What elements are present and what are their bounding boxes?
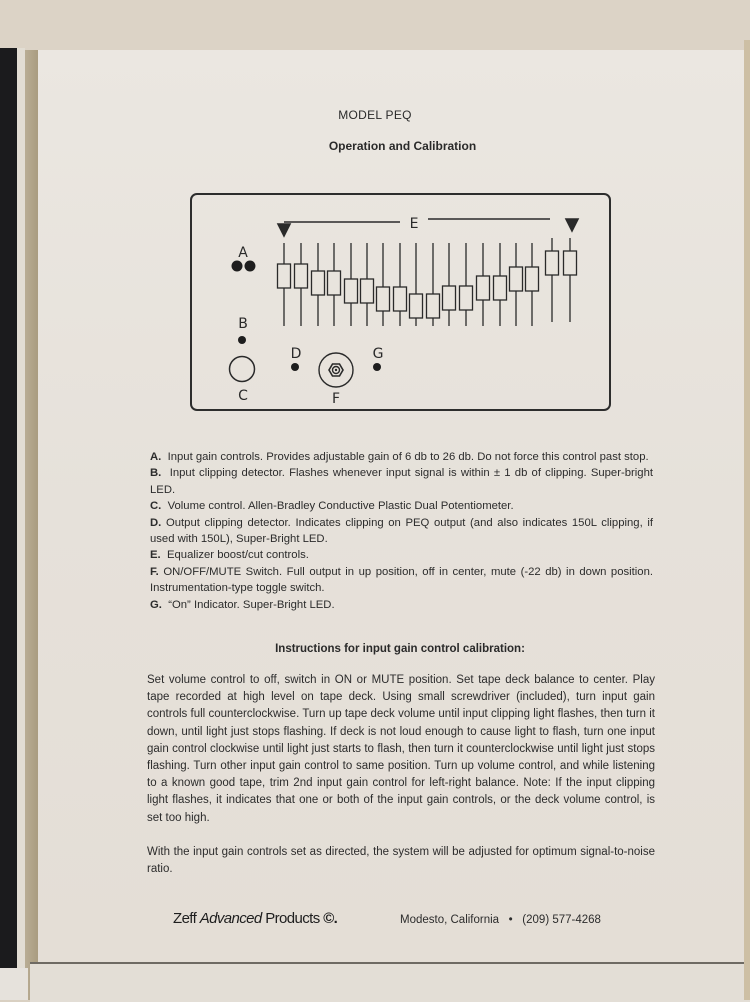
equalizer-slider — [361, 243, 374, 326]
equalizer-slider — [377, 243, 390, 326]
label-g: G — [372, 346, 384, 362]
volume-control-knob — [230, 357, 255, 382]
page-stack-edge — [25, 50, 38, 1000]
instructions-title: Instructions for input gain control calibration: — [275, 643, 525, 655]
output-clipping-led — [291, 363, 299, 371]
equalizer-slider — [494, 243, 507, 326]
on-indicator-led — [373, 363, 381, 371]
equalizer-slider — [443, 243, 456, 326]
page-title: MODEL PEQ — [338, 108, 412, 122]
company-mark-icon: ©. — [323, 910, 338, 927]
front-panel-illustration — [185, 190, 615, 420]
equalizer-slider — [394, 243, 407, 326]
company-contact — [400, 914, 601, 926]
slider-knob — [494, 276, 507, 300]
slider-knob — [278, 264, 291, 288]
equalizer-slider — [477, 243, 490, 326]
label-b: B — [238, 316, 248, 332]
slider-knob — [526, 267, 539, 291]
input-gain-control-right — [245, 261, 256, 272]
slider-knob — [345, 279, 358, 303]
equalizer-slider — [526, 243, 539, 326]
slider-knob — [377, 287, 390, 311]
equalizer-slider — [345, 243, 358, 326]
separator-dot: • — [508, 914, 513, 926]
label-d: D — [290, 346, 302, 362]
legend-item-e: E. Equalizer boost/cut controls. — [150, 549, 309, 562]
input-clipping-led — [238, 336, 246, 344]
label-e: E — [409, 216, 419, 232]
equalizer-slider — [278, 243, 291, 326]
slider-knob — [510, 267, 523, 291]
equalizer-slider — [460, 243, 473, 326]
legend-list — [150, 449, 653, 613]
under-page-left — [0, 968, 28, 1000]
equalizer-slider — [546, 238, 559, 322]
slider-knob — [394, 287, 407, 311]
slider-knob — [312, 271, 325, 295]
slider-knob — [546, 251, 559, 275]
company-phone: (209) 577-4268 — [522, 914, 601, 926]
slider-knob — [410, 294, 423, 318]
instructions-body — [147, 672, 655, 895]
slider-knob — [361, 279, 374, 303]
equalizer-sliders — [278, 238, 577, 326]
legend-item-d: D. Output clipping detector. Indicates clipping on PEQ output (and also indicates 150L clipping, if used with 150L), Super-Bright LED. — [150, 516, 653, 546]
slider-knob — [564, 251, 577, 275]
legend-item-c: C. Volume control. Allen-Bradley Conductive Plastic Dual Potentiometer. — [150, 500, 514, 513]
input-gain-control-left — [232, 261, 243, 272]
legend-item-f: F. ON/OFF/MUTE Switch. Full output in up position, off in center, mute (-22 db) in down position. Instrumentation-type toggle switch. — [150, 565, 653, 595]
slider-knob — [427, 294, 440, 318]
label-a: A — [238, 245, 248, 261]
label-c: C — [238, 388, 248, 404]
binder-strip — [17, 48, 25, 968]
equalizer-slider — [295, 243, 308, 326]
equalizer-slider — [312, 243, 325, 326]
label-f: F — [331, 391, 341, 407]
company-location: Modesto, California — [400, 914, 500, 926]
page-subtitle: Operation and Calibration — [328, 139, 477, 153]
legend-item-a: A. Input gain controls. Provides adjustable gain of 6 db to 26 db. Do not force this control past stop. — [150, 451, 649, 463]
slider-knob — [328, 271, 341, 295]
under-page — [30, 962, 750, 1002]
legend-item-b: B. Input clipping detector. Flashes whenever input signal is within ± 1 db of clipping. Super-bright LED. — [150, 467, 653, 496]
page-right-edge — [744, 40, 750, 1000]
binder-cover — [0, 48, 17, 968]
equalizer-slider — [427, 243, 440, 326]
slider-knob — [460, 286, 473, 310]
slider-knob — [477, 276, 490, 300]
equalizer-slider — [410, 243, 423, 326]
equalizer-slider — [328, 243, 341, 326]
company-logo: Zeff Advanced Products ©. — [173, 910, 338, 927]
slider-knob — [443, 286, 456, 310]
equalizer-slider — [510, 243, 523, 326]
equalizer-range-arrow — [278, 219, 578, 236]
instructions-paragraph-2: With the input gain controls set as directed, the system will be adjusted for optimum signal-to-noise ratio. — [147, 845, 655, 876]
slider-knob — [295, 264, 308, 288]
legend-item-g: G. “On” Indicator. Super-Bright LED. — [150, 598, 335, 611]
instructions-paragraph-1: Set volume control to off, switch in ON or MUTE position. Set tape deck balance to center. Play tape recorded at high level on tape deck. Using small screwdriver (included), turn input gain controls full counterclockwise. Turn up tape deck volume until input clipping light flashes, then turn it down, until light just stops flashing. If deck is not loud enough to cause light to flash, turn one input gain control clockwise until light just starts to flash, then turn it counterclockwise until light just stops flashing. Turn other input gain control to same position. Turn up volume control, and while listening to a known good tape, trim 2nd input gain control for left-right balance. Note: If the input clipping light flashes, it indicates that one or both of the input gain controls, or the deck volume control, is set too high. — [147, 674, 655, 824]
equalizer-slider — [564, 238, 577, 322]
